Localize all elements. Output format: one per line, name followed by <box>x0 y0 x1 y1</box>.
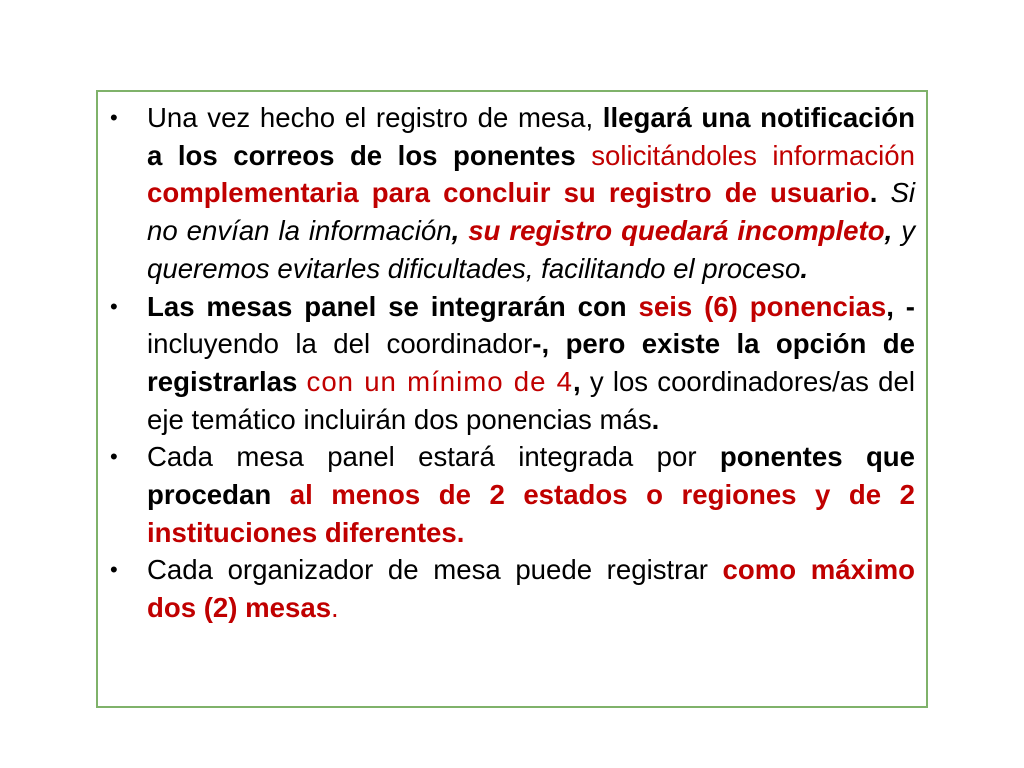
text-segment-bold-red: complementaria para concluir su registro de usuario <box>147 177 870 209</box>
text-segment-bold-italic: . <box>800 252 809 284</box>
bullet-dot-icon: • <box>110 293 118 319</box>
text-frame <box>96 90 928 708</box>
bullet-dot-icon: • <box>110 444 118 470</box>
bullet-item-organizador <box>98 551 926 626</box>
text-segment <box>576 140 592 171</box>
bullet-item-registro <box>98 99 926 288</box>
text-segment: Cada organizador de mesa puede registrar <box>147 554 723 586</box>
text-segment-bold-red: seis (6) ponencias <box>638 290 887 322</box>
bullet-dot-icon: • <box>110 105 118 130</box>
bullet-item-integrada <box>98 438 926 551</box>
text-segment: Cada mesa panel estará integrada por <box>147 441 720 473</box>
text-segment-bold: ponentes que procedan <box>147 441 915 511</box>
text-segment-bold-italic: , <box>884 215 902 247</box>
text-segment-bold-red: al menos de 2 estados o regiones y de 2 instituciones diferentes. <box>147 479 915 548</box>
text-segment-bold-red: como máximo dos (2) mesas <box>147 554 915 624</box>
text-segment: incluyendo la del coordinador <box>147 328 533 360</box>
text-segment-italic: Si no envían la información <box>147 177 916 247</box>
text-segment-bold: . <box>651 403 660 435</box>
text-segment: y los coordinadores/as del eje temático incluirán dos ponencias más <box>147 365 915 435</box>
text-segment-red: con un mínimo de 4 <box>306 365 573 397</box>
bullet-item-mesas-panel <box>98 288 926 439</box>
text-segment: Una vez hecho el registro de mesa, <box>147 102 603 133</box>
text-segment-italic: y queremos evitarles dificultades, facilitando el proceso <box>147 215 915 284</box>
text-segment-bold: llegará una notificación a los correos de los ponentes <box>147 102 915 171</box>
text-segment-bold-italic-red: su registro quedará incompleto <box>468 215 885 247</box>
text-segment-bold: -, pero existe la opción de registrarlas <box>147 328 916 397</box>
text-segment-red: solicitándoles información <box>591 139 915 171</box>
text-segment-red: . <box>331 592 339 624</box>
text-segment-bold: , - <box>886 290 915 322</box>
bullet-list <box>98 99 926 627</box>
text-segment-bold: , <box>572 365 581 397</box>
text-segment-bold: Las mesas panel se integrarán con <box>147 290 639 322</box>
text-segment-bold-italic: , <box>451 215 469 247</box>
bullet-dot-icon: • <box>110 557 118 583</box>
text-segment-bold: . <box>869 177 878 209</box>
